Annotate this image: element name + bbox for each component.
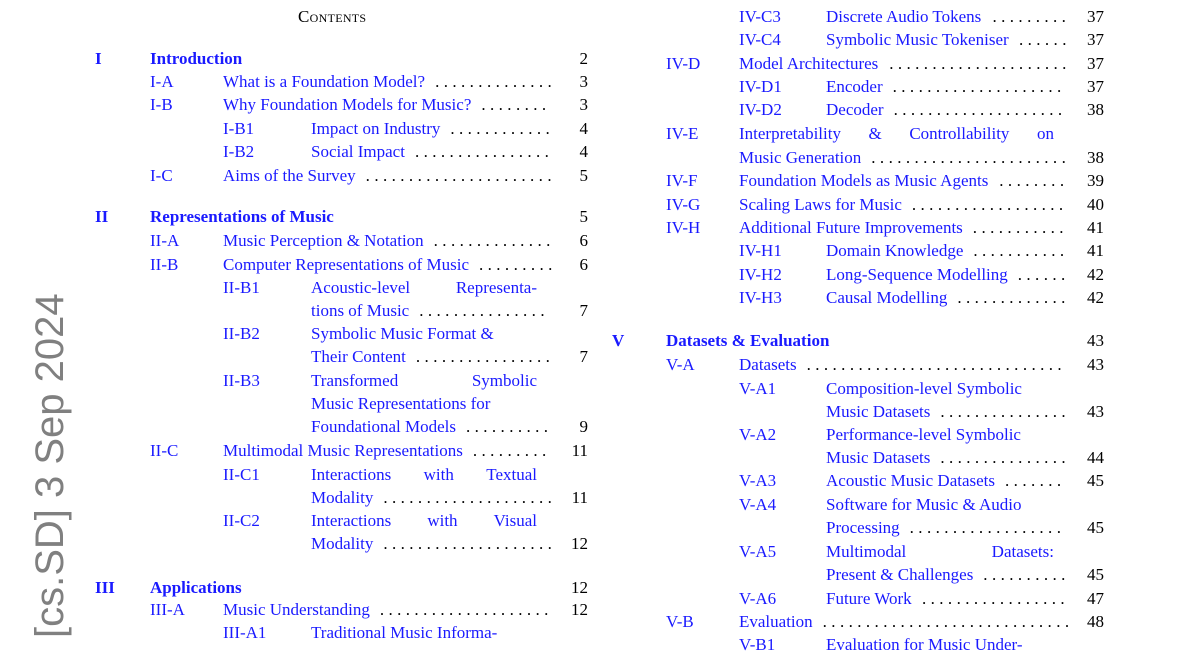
subsubsection-number[interactable]: V-A2 — [739, 425, 777, 444]
entry-title-word[interactable]: Datasets: — [991, 542, 1054, 561]
page-number: 45 — [1087, 471, 1104, 490]
subsubsection-title[interactable]: Decoder — [826, 100, 884, 119]
page-number: 45 — [1087, 565, 1104, 584]
page-number: 47 — [1087, 589, 1104, 608]
page-number: 41 — [1087, 218, 1104, 237]
subsubsection-title[interactable]: Discrete Audio Tokens — [826, 7, 982, 26]
leader-dots: ....................... — [871, 148, 1071, 167]
subsubsection-title-cont[interactable]: Music Datasets — [826, 402, 931, 421]
leader-dots: .......... — [465, 417, 553, 436]
subsection-number[interactable]: II-C — [150, 441, 179, 460]
page-number: 5 — [579, 166, 588, 185]
subsection-number[interactable]: V-A — [666, 355, 695, 374]
leader-dots: .................... — [379, 600, 553, 619]
subsubsection-title[interactable]: Encoder — [826, 77, 883, 96]
subsubsection-title-cont[interactable]: Processing — [826, 518, 900, 537]
leader-dots: .................... — [383, 488, 557, 507]
subsection-title[interactable]: Music Understanding — [223, 600, 370, 619]
subsubsection-title-cont[interactable]: Music Representations for — [311, 394, 491, 413]
leader-dots: ............. — [957, 288, 1070, 307]
page-number: 40 — [1087, 195, 1104, 214]
entry-title-line[interactable] — [311, 277, 537, 299]
section-number[interactable]: V — [612, 331, 625, 350]
subsection-number[interactable]: I-A — [150, 72, 174, 91]
entry-title-word[interactable]: Multimodal — [826, 542, 907, 561]
leader-dots: ................ — [415, 347, 555, 366]
entry-title-word[interactable]: Transformed — [311, 371, 399, 390]
subsection-number[interactable]: III-A — [150, 600, 185, 619]
subsubsection-title-cont[interactable]: tions of Music — [311, 301, 410, 320]
leader-dots: ............... — [940, 448, 1071, 467]
subsection-number[interactable]: II-A — [150, 231, 180, 250]
page-number: 12 — [571, 534, 588, 553]
arxiv-identifier-stamp: [cs.SD] 3 Sep 2024 — [28, 293, 72, 638]
subsubsection-number[interactable]: IV-C4 — [739, 30, 781, 49]
subsection-title-cont[interactable]: Music Generation — [739, 148, 862, 167]
leader-dots: ..................... — [889, 54, 1071, 73]
leader-dots: ........ — [481, 95, 551, 114]
subsubsection-number[interactable]: III-A1 — [223, 623, 267, 642]
page-number: 5 — [579, 207, 588, 226]
subsection-number[interactable]: IV-F — [666, 171, 698, 190]
subsubsection-title[interactable]: Performance-level Symbolic — [826, 425, 1021, 444]
subsubsection-title-cont[interactable]: Foundational Models — [311, 417, 456, 436]
page-number: 48 — [1087, 612, 1104, 631]
leader-dots: ...... — [1017, 265, 1070, 284]
leader-dots: ...... — [1018, 30, 1071, 49]
entry-title-word[interactable]: Controllability — [909, 124, 1010, 143]
subsubsection-title[interactable]: Software for Music & Audio — [826, 495, 1022, 514]
entry-title-line[interactable] — [311, 510, 537, 532]
leader-dots: ......... — [992, 7, 1071, 26]
subsubsection-title-cont[interactable]: Their Content — [311, 347, 406, 366]
subsubsection-title[interactable]: Long-Sequence Modelling — [826, 265, 1008, 284]
page-number: 42 — [1087, 265, 1104, 284]
page-number: 43 — [1087, 402, 1104, 421]
subsubsection-number[interactable]: IV-D1 — [739, 77, 782, 96]
subsubsection-number[interactable]: V-A5 — [739, 542, 777, 561]
section-title[interactable]: Applications — [150, 578, 242, 597]
subsection-title[interactable]: Why Foundation Models for Music? — [223, 95, 472, 114]
subsection-title[interactable]: Additional Future Improvements — [739, 218, 963, 237]
subsubsection-number[interactable]: V-A3 — [739, 471, 777, 490]
page-number: 6 — [579, 255, 588, 274]
section-title[interactable]: Datasets & Evaluation — [666, 331, 830, 350]
subsection-title[interactable]: Model Architectures — [739, 54, 879, 73]
subsubsection-title[interactable]: Domain Knowledge — [826, 241, 964, 260]
leader-dots: ........ — [999, 171, 1069, 190]
entry-title-word[interactable]: with — [423, 465, 454, 484]
subsection-title[interactable]: Aims of the Survey — [223, 166, 356, 185]
contents-heading: Contents — [298, 7, 367, 26]
leader-dots: ............................. — [822, 612, 1074, 631]
page-number: 3 — [579, 72, 588, 91]
entry-title-word[interactable]: Textual — [486, 465, 537, 484]
page-number: 7 — [579, 347, 588, 366]
leader-dots: .......... — [983, 565, 1070, 584]
leader-dots: .............. — [435, 72, 557, 91]
page-number: 4 — [579, 119, 588, 138]
leader-dots: ........... — [973, 241, 1069, 260]
subsection-number[interactable]: I-C — [150, 166, 173, 185]
leader-dots: .............. — [433, 231, 555, 250]
page-number: 38 — [1087, 100, 1104, 119]
subsubsection-number[interactable]: IV-H3 — [739, 288, 782, 307]
page-number: 11 — [571, 441, 588, 460]
page-number: 2 — [579, 49, 588, 68]
subsubsection-title[interactable]: Future Work — [826, 589, 912, 608]
page-number: 12 — [571, 578, 588, 597]
subsubsection-number[interactable]: IV-H1 — [739, 241, 782, 260]
page-number: 37 — [1087, 54, 1104, 73]
leader-dots: .................... — [383, 534, 557, 553]
subsubsection-number[interactable]: II-B2 — [223, 324, 260, 343]
subsubsection-number[interactable]: V-B1 — [739, 635, 776, 654]
subsubsection-number[interactable]: II-C2 — [223, 511, 260, 530]
page-number: 37 — [1087, 77, 1104, 96]
subsubsection-number[interactable]: V-A6 — [739, 589, 777, 608]
subsection-number[interactable]: I-B — [150, 95, 173, 114]
subsection-title[interactable]: Computer Representations of Music — [223, 255, 469, 274]
leader-dots: ................ — [414, 142, 554, 161]
subsubsection-title-cont[interactable]: Music Datasets — [826, 448, 931, 467]
entry-title-word[interactable]: on — [1037, 124, 1054, 143]
subsection-title[interactable]: Music Perception & Notation — [223, 231, 424, 250]
subsection-number[interactable]: II-B — [150, 255, 179, 274]
entry-title-word[interactable]: with — [427, 511, 458, 530]
subsubsection-title-cont[interactable]: Modality — [311, 488, 374, 507]
subsubsection-title[interactable]: Symbolic Music Format & — [311, 324, 494, 343]
subsubsection-number[interactable]: I-B2 — [223, 142, 255, 161]
entry-title-line[interactable] — [311, 370, 537, 392]
leader-dots: ........... — [972, 218, 1068, 237]
page-number: 4 — [579, 142, 588, 161]
subsubsection-number[interactable]: I-B1 — [223, 119, 255, 138]
subsection-title[interactable]: Datasets — [739, 355, 797, 374]
page-number: 44 — [1087, 448, 1104, 467]
section-number[interactable]: II — [95, 207, 109, 226]
subsubsection-number[interactable]: IV-C3 — [739, 7, 781, 26]
leader-dots: ....... — [1005, 471, 1066, 490]
page-number: 37 — [1087, 30, 1104, 49]
subsubsection-number[interactable]: II-B1 — [223, 278, 260, 297]
subsubsection-number[interactable]: IV-H2 — [739, 265, 782, 284]
section-number[interactable]: III — [95, 578, 115, 597]
subsubsection-number[interactable]: V-A1 — [739, 379, 777, 398]
page-number: 7 — [579, 301, 588, 320]
leader-dots: .................... — [893, 100, 1067, 119]
page-number: 3 — [579, 95, 588, 114]
subsubsection-title-cont[interactable]: Present & Challenges — [826, 565, 974, 584]
subsection-title[interactable]: Multimodal Music Representations — [223, 441, 463, 460]
entry-title-word[interactable]: Acoustic-level — [311, 278, 411, 297]
entry-title-word[interactable]: Symbolic — [471, 371, 537, 390]
page-number: 6 — [579, 231, 588, 250]
subsection-title[interactable]: Foundation Models as Music Agents — [739, 171, 989, 190]
subsection-title[interactable]: What is a Foundation Model? — [223, 72, 426, 91]
leader-dots: ...................... — [365, 166, 556, 185]
entry-title-line[interactable] — [311, 464, 537, 486]
leader-dots: ......... — [478, 255, 557, 274]
section-number[interactable]: I — [95, 49, 102, 68]
leader-dots: ............... — [419, 301, 549, 320]
subsection-number[interactable]: IV-H — [666, 218, 701, 237]
entry-title-word[interactable]: Interactions — [311, 465, 392, 484]
subsubsection-title-cont[interactable]: Modality — [311, 534, 374, 553]
leader-dots: ............... — [940, 402, 1071, 421]
subsection-title[interactable]: Scaling Laws for Music — [739, 195, 902, 214]
subsection-title[interactable]: Evaluation — [739, 612, 813, 631]
subsubsection-number[interactable]: II-C1 — [223, 465, 260, 484]
subsubsection-number[interactable]: IV-D2 — [739, 100, 782, 119]
leader-dots: ............ — [450, 119, 555, 138]
entry-title-word[interactable]: & — [868, 124, 882, 143]
page-number: 43 — [1087, 355, 1104, 374]
page-number: 39 — [1087, 171, 1104, 190]
entry-title-word[interactable]: Representa- — [455, 278, 537, 297]
subsubsection-title[interactable]: Composition-level Symbolic — [826, 379, 1022, 398]
subsubsection-title[interactable]: Evaluation for Music Under- — [826, 635, 1023, 654]
page-number: 37 — [1087, 7, 1104, 26]
entry-title-word[interactable]: Interactions — [311, 511, 392, 530]
subsubsection-title[interactable]: Causal Modelling — [826, 288, 948, 307]
page-number: 38 — [1087, 148, 1104, 167]
leader-dots: ................. — [921, 589, 1070, 608]
leader-dots: .............................. — [806, 355, 1067, 374]
leader-dots: ......... — [472, 441, 551, 460]
entry-title-word[interactable]: Visual — [493, 511, 537, 530]
entry-title-word[interactable]: Interpretability — [739, 124, 841, 143]
subsubsection-title[interactable]: Acoustic Music Datasets — [826, 471, 996, 490]
page-number: 9 — [579, 417, 588, 436]
section-title[interactable]: Introduction — [150, 49, 243, 68]
page-number: 43 — [1087, 331, 1104, 350]
subsection-number[interactable]: V-B — [666, 612, 694, 631]
subsubsection-title[interactable]: Impact on Industry — [311, 119, 441, 138]
entry-title-line[interactable] — [739, 123, 1054, 145]
page-number: 45 — [1087, 518, 1104, 537]
page-number: 41 — [1087, 241, 1104, 260]
entry-title-line[interactable] — [826, 541, 1054, 563]
subsubsection-title[interactable]: Traditional Music Informa- — [311, 623, 498, 642]
subsubsection-number[interactable]: II-B3 — [223, 371, 260, 390]
page-number: 42 — [1087, 288, 1104, 307]
leader-dots: .................. — [909, 518, 1066, 537]
subsubsection-number[interactable]: V-A4 — [739, 495, 777, 514]
page-number: 11 — [571, 488, 588, 507]
subsubsection-title[interactable]: Symbolic Music Tokeniser — [826, 30, 1009, 49]
subsubsection-title[interactable]: Social Impact — [311, 142, 405, 161]
subsection-number[interactable]: IV-G — [666, 195, 701, 214]
subsection-number[interactable]: IV-E — [666, 124, 699, 143]
leader-dots: .................. — [911, 195, 1068, 214]
subsection-number[interactable]: IV-D — [666, 54, 701, 73]
section-title[interactable]: Representations of Music — [150, 207, 334, 226]
leader-dots: .................... — [892, 77, 1066, 96]
page-number: 12 — [571, 600, 588, 619]
